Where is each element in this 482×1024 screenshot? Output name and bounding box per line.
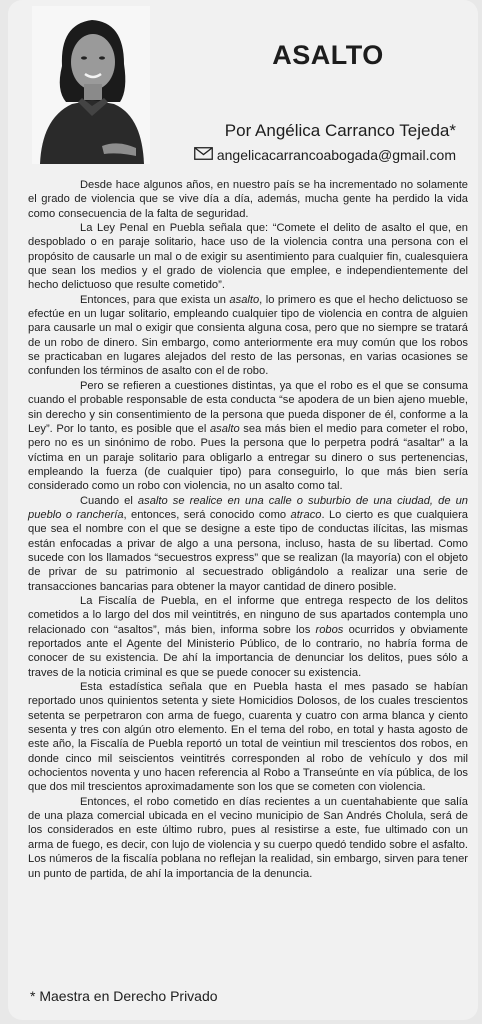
text-run: Entonces, el robo cometido en días recientes a un cuentahabiente que salía de una plaza comercial ubicada en el vecino municipio de San Andrés Cholula, será de los considerados en este último rubro, pues al resistirse a este, fue ultimado con un arma de fuego, es decir, con lujo de violencia y su cuerpo quedó tendido sobre el asfalto. Los números de la fiscalía poblana no reflejan la realidad, sin embargo, sirven para tener un punto de partida, de ahí la importancia de la denuncia. [28, 795, 468, 880]
article-body [28, 178, 468, 881]
text-run: La Ley Penal en Puebla señala que: “Comete el delito de asalto el que, en despoblado o en paraje solitario, hace uso de la violencia contra una persona con el propósito de causarle un mal o de exigir su asentimiento para cualquier fin, cualesquiera que sean los medios y el grado de violencia que emplee, e independientemente del hecho delictuoso que resulte cometido”. [28, 222, 468, 292]
text-run: Pero se refieren a cuestiones distintas, ya que el robo es el que se consuma cuando el probable responsable de esta conducta “se apodera de un bien ajeno mueble, sin derecho y sin consentimiento de la persona que pueda disponer de él, conforme a la Ley”. Por lo tanto, es posible que el [28, 379, 468, 435]
body-paragraph [28, 680, 468, 795]
italic-run: asalto se realice en una calle o suburbio de una ciudad, de un pueblo o ranchería [28, 494, 469, 521]
author-footnote: * Maestra en Derecho Privado [30, 988, 218, 1004]
envelope-icon [194, 147, 213, 163]
text-run: Entonces, para que exista un [80, 293, 230, 306]
body-paragraph [28, 494, 468, 594]
article-card [8, 0, 478, 1020]
author-byline: Por Angélica Carranco Tejeda* [224, 121, 456, 140]
author-portrait-image [32, 6, 150, 164]
body-paragraph [28, 178, 468, 221]
author-email [194, 147, 456, 163]
body-paragraph [28, 795, 468, 881]
text-run: sea más bien el medio para cometer el robo, pero no es un sinónimo de robo. Pues la persona que lo perpetra podrá “asaltar” a la víctima en un paraje solitario para obligarlo a entregar su dinero o sus pertenencias, empleando la fuerza (de cualquier tipo) para conseguirlo, lo que más bien sería considerado como un robo con violencia, no un asalto como tal. [28, 422, 468, 493]
text-run: Desde hace algunos años, en nuestro país se ha incrementado no solamente el grado de violencia que se vive día a día, además, mucha gente ha perdido la vida como consecuencia de la falta de seguridad. [28, 179, 468, 220]
text-run: Cuando el [80, 494, 138, 507]
italic-run: asalto [209, 422, 240, 435]
text-run: . Lo cierto es que cualquiera que sea el nombre con el que se designe a este tipo de conductas ilícitas, las mismas están enfocadas a privar de algo a una persona, incluso, hasta de su libertad. Como sucede con los llamados “secuestros express” que se realizan (la mayoría) con el objeto de privar de su patrimonio al secuestrado obligándolo a realizar una serie de transacciones bancarias para obtener la mayor cantidad de dinero posible. [28, 508, 468, 593]
text-run: ocurridos y obviamente reportados ante el Agente del Ministerio Público, de lo contrario, no habría forma de conocer de su existencia. De ahí la importancia de denunciar los delitos, pues sólo a traves de la noticia criminal es que se puede conocer su existencia. [28, 623, 468, 679]
italic-run: asalto [229, 293, 260, 306]
article-title: ASALTO [272, 40, 384, 70]
italic-run: robos [315, 623, 344, 636]
text-run: , lo primero es que el hecho delictuoso se efectúe en un lugar solitario, empleando cualquier tipo de violencia en contra de alguien para causarle un mal o exigir que consienta alguna cosa, pero que no siempre se tratará de un robo de dinero. Sin embargo, como anteriormente era muy común que los robos se practicaban en lugares alejados del resto de las personas, en varias ocasiones se confunden los términos de asalto con el de robo. [28, 293, 468, 378]
body-paragraph [28, 293, 468, 379]
text-run: Esta estadística señala que en Puebla hasta el mes pasado se habían reportado unos quinientos setenta y siete Homicidios Dolosos, de los cuales trescientos setenta se perpetraron con arma de fuego, cuarenta y cuatro con arma blanca y ciento sesenta y tres con algún otro elemento. En el tema del robo, en total y hasta agosto de este año, la Fiscalía de Puebla reportó un total de veintiun mil trescientos dos robos, en donde cinco mil seiscientos veintitrés corresponden al robo de vehículo y dos mil ochocientos noventa y uno hacen referencia al Robo a Transeúnte en vía pública, de los que dos mil trescientos aproximadamente son los que se cometen con violencia. [28, 681, 468, 794]
body-paragraph [28, 594, 468, 680]
email-address[interactable]: angelicacarrancoabogada@gmail.com [216, 147, 456, 163]
body-paragraph [28, 221, 468, 293]
body-paragraph [28, 379, 468, 494]
italic-run: atraco [290, 508, 322, 521]
text-run: , entonces, será conocido como [123, 508, 291, 521]
text-run: La Fiscalía de Puebla, en el informe que entrega respecto de los delitos cometidos a lo largo del dos mil veintitrés, en ninguno de sus apartados contempla uno relacionado con “asaltos”, más bien, informa sobre los [28, 594, 468, 636]
author-photo [32, 6, 150, 164]
